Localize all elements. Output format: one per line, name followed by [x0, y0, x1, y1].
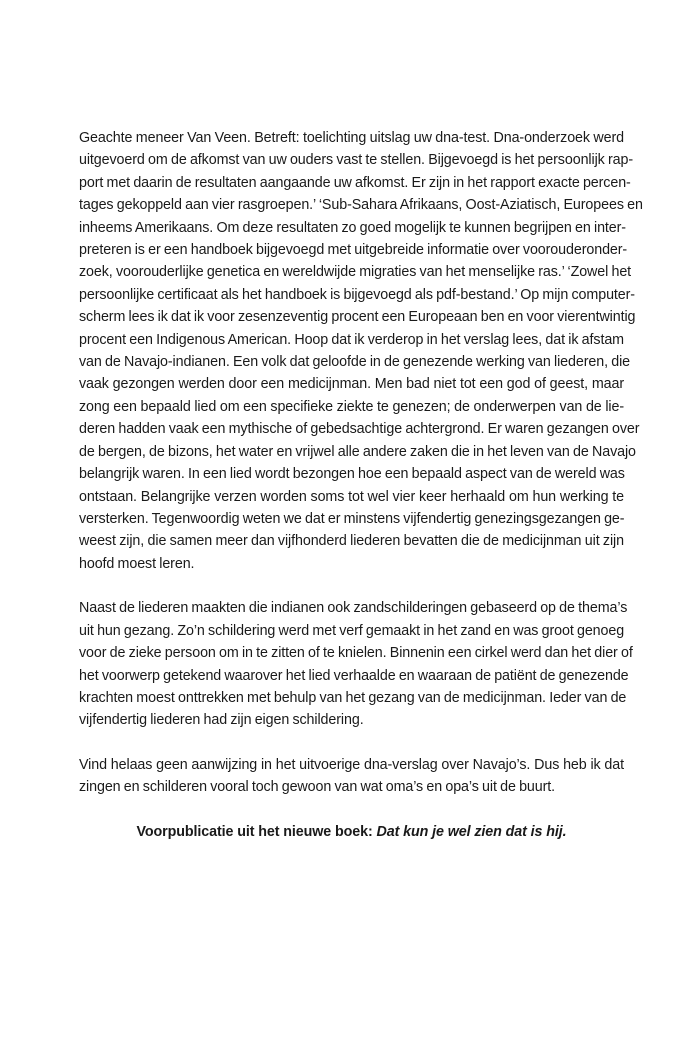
text-line: vijfendertig liederen had zijn eigen schildering. [79, 712, 364, 729]
text-line: van de Navajo-indianen. Een volk dat geloofde in de genezende werking van liederen, die [79, 354, 631, 371]
text-line: scherm lees ik dat ik voor zesenzeventig procent een Europeaan ben en voor vierentwintig [79, 309, 636, 326]
text-line: ontstaan. Belangrijke verzen worden soms tot wel vier keer herhaald om hun werking te [79, 488, 624, 505]
text-line: krachten moest onttrekken met behulp van het gezang van de medicijnman. Ieder van de [79, 689, 627, 706]
text-line: inheems Amerikaans. Om deze resultaten zo goed mogelijk te kunnen begrijpen en inter- [79, 219, 626, 236]
document-page [79, 127, 643, 843]
prepublication-note [79, 821, 624, 843]
text-line: vaak gezongen werden door een medicijnman. Men bad niet tot een god of geest, maar [79, 376, 624, 393]
text-line: hoofd moest leren. [79, 555, 195, 572]
text-line: tages gekoppeld aan vier rasgroepen.’ ‘Sub-Sahara Afrikaans, Oost-Aziatisch, Europees en [79, 197, 643, 214]
text-line: uit hun gezang. Zo’n schildering werd met verf gemaakt in het zand en was groot genoeg [79, 622, 625, 639]
paragraph-2 [79, 597, 633, 731]
text-line: zoek, voorouderlijke genetica en wereldwijde migraties van het menselijke ras.’ ‘Zowel het [79, 264, 632, 281]
text-line: procent een Indigenous American. Hoop dat ik verderop in het verslag lees, dat ik afstam [79, 331, 624, 348]
text-line: zingen en schilderen vooral toch gewoon van wat oma’s en opa’s uit de buurt. [79, 779, 556, 796]
text-line: Geachte meneer Van Veen. Betreft: toelichting uitslag uw dna-test. Dna-onderzoek werd [79, 130, 624, 146]
text-line: uitgevoerd om de afkomst van uw ouders vast te stellen. Bijgevoegd is het persoonlijk rap- [79, 152, 633, 169]
text-line: persoonlijke certificaat als het handboek is bijgevoegd als pdf-bestand.’ Op mijn computer- [79, 286, 635, 303]
paragraph-3 [79, 754, 624, 799]
text-line: de bergen, de bizons, het water en vrijwel alle andere zaken die in het leven van de Navajo [79, 443, 636, 460]
book-title: Dat kun je wel zien dat is hij. [376, 823, 567, 840]
text-line: voor de zieke persoon om in te zitten of te knielen. Binnenin een cirkel werd dan het dier of [79, 645, 633, 662]
text-line: weest zijn, die samen meer dan vijfhonderd liederen bevatten die de medicijnman uit zijn [79, 533, 624, 550]
text-line: het voorwerp getekend waarover het lied verhaalde en waaraan de patiënt de genezende [79, 667, 629, 684]
paragraph-1 [79, 127, 643, 575]
text-line: Vind helaas geen aanwijzing in het uitvoerige dna-verslag over Navajo’s. Dus heb ik dat [79, 756, 624, 773]
text-line: deren hadden vaak een mythische of gebedsachtige achtergrond. Er waren gezangen over [79, 421, 640, 438]
prepublication-prefix: Voorpublicatie uit het nieuwe boek: [136, 823, 377, 840]
text-line: preteren is er een handboek bijgevoegd met uitgebreide informatie over voorouderonder- [79, 242, 628, 259]
text-line: port met daarin de resultaten aangaande uw afkomst. Er zijn in het rapport exacte percen- [79, 174, 631, 191]
text-line: zong een bepaald lied om een specifieke ziekte te genezen; de onderwerpen van de lie- [79, 398, 624, 415]
paragraph-spacer [79, 575, 624, 597]
text-line: Naast de liederen maakten die indianen ook zandschilderingen gebaseerd op de thema’s [79, 600, 628, 617]
text-line: versterken. Tegenwoordig weten we dat er minstens vijfendertig genezingsgezangen ge- [79, 510, 625, 527]
paragraph-spacer [79, 732, 624, 754]
text-line: belangrijk waren. In een lied wordt bezongen hoe een bepaald aspect van de wereld was [79, 466, 625, 483]
